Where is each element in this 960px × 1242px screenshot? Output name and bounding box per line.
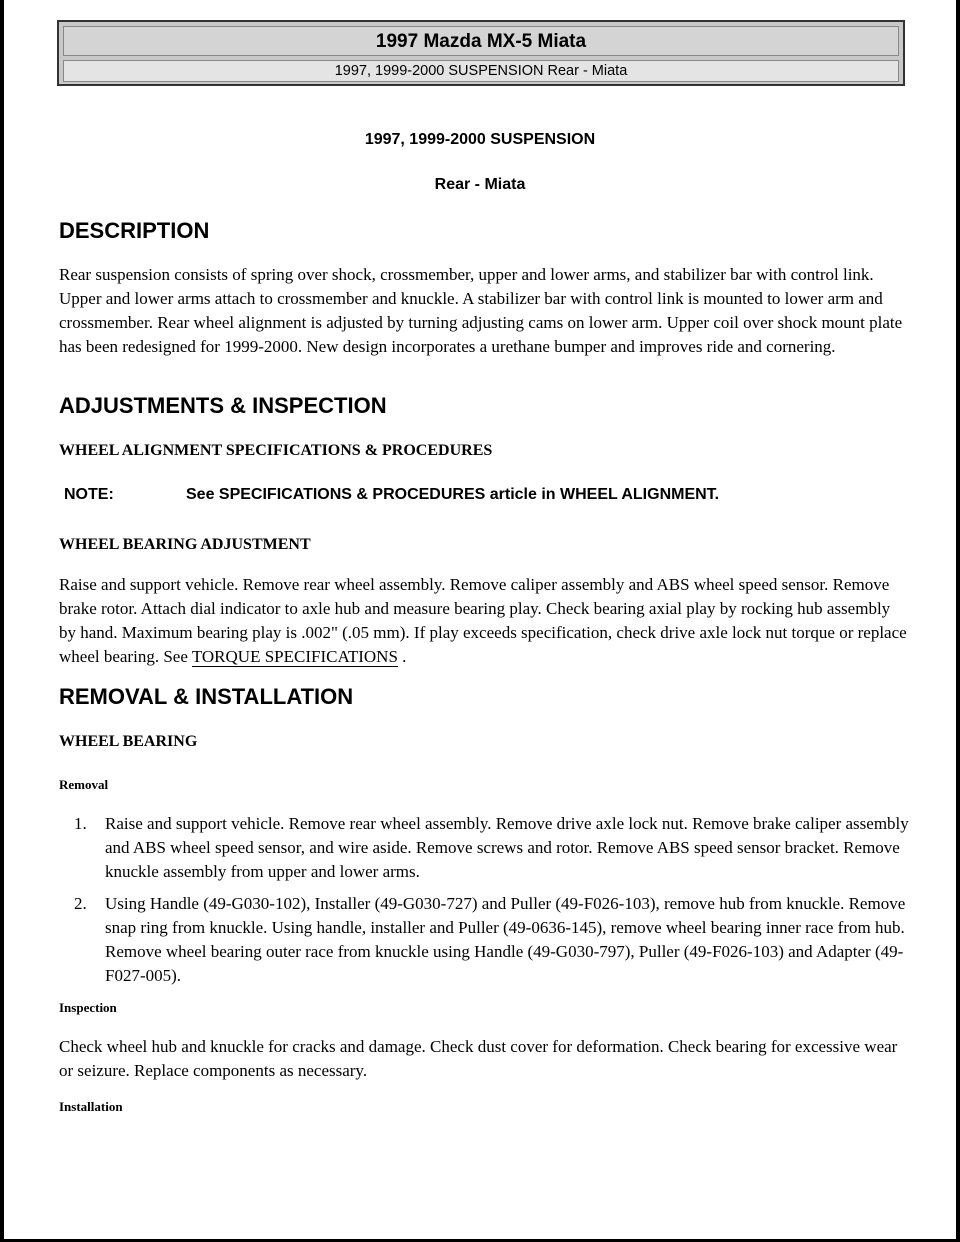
note-text: See SPECIFICATIONS & PROCEDURES article in WHEEL ALIGNMENT.	[186, 486, 720, 503]
minor-heading-inspection: Inspection	[59, 1000, 117, 1015]
header-subtitle: 1997, 1999-2000 SUSPENSION Rear - Miata	[63, 60, 899, 82]
list-item	[59, 892, 909, 988]
bearing-adjustment-text: Raise and support vehicle. Remove rear wheel assembly. Remove caliper assembly and ABS wheel speed sensor. Remove brake rotor. Attach dial indicator to axle hub and measure bearing play. Check bearing axial play by rocking hub assembly by hand. Maximum bearing play is .002" (.05 mm). If play exceeds specification, check drive axle lock nut torque or replace wheel bearing. See	[59, 575, 907, 666]
removal-steps-list	[59, 812, 909, 996]
section-heading-adjustments: ADJUSTMENTS & INSPECTION	[59, 393, 387, 418]
section-heading-description: DESCRIPTION	[59, 218, 210, 243]
step-number: 1.	[74, 814, 87, 833]
bearing-adjustment-tail: .	[397, 647, 407, 666]
subheading-wheel-bearing-adjustment: WHEEL BEARING ADJUSTMENT	[59, 536, 311, 553]
document-title: 1997, 1999-2000 SUSPENSION	[364, 131, 596, 148]
subheading-wheel-alignment: WHEEL ALIGNMENT SPECIFICATIONS & PROCEDURES	[59, 442, 493, 459]
subheading-wheel-bearing: WHEEL BEARING	[59, 733, 198, 750]
description-paragraph: Rear suspension consists of spring over shock, crossmember, upper and lower arms, and stabilizer bar with control link. Upper and lower arms attach to crossmember and knuckle. A stabilizer bar with control link is mounted to lower arm and crossmember. Rear wheel alignment is adjusted by turning adjusting cams on lower arm. Upper coil over shock mount plate has been redesigned for 1999-2000. New design incorporates a urethane bumper and improves ride and cornering.	[59, 265, 903, 356]
bearing-adjustment-paragraph	[59, 573, 909, 669]
step-number: 2.	[74, 894, 87, 913]
minor-heading-removal: Removal	[59, 777, 109, 792]
list-item	[59, 812, 909, 884]
note-label: NOTE:	[64, 486, 114, 503]
section-heading-removal-installation: REMOVAL & INSTALLATION	[59, 684, 354, 709]
note-box	[64, 486, 884, 504]
torque-specifications-link[interactable]: TORQUE SPECIFICATIONS	[191, 647, 398, 666]
step-text: Using Handle (49-G030-102), Installer (49-G030-727) and Puller (49-F026-103), remove hub from knuckle. Remove snap ring from knuckle. Using handle, installer and Puller (49-0636-145), remove wheel bearing inner race from hub. Remove wheel bearing outer race from knuckle using Handle (49-G030-797), Puller (49-F026-103) and Adapter (49-F027-005).	[105, 894, 906, 985]
document-subtitle: Rear - Miata	[434, 176, 526, 193]
step-text: Raise and support vehicle. Remove rear wheel assembly. Remove drive axle lock nut. Remove brake caliper assembly and ABS wheel speed sensor, and wire aside. Remove screws and rotor. Remove ABS speed sensor bracket. Remove knuckle assembly from upper and lower arms.	[105, 814, 909, 881]
header-title: 1997 Mazda MX-5 Miata	[63, 26, 899, 56]
minor-heading-installation: Installation	[59, 1099, 123, 1114]
page-header	[57, 20, 905, 86]
inspection-paragraph: Check wheel hub and knuckle for cracks and damage. Check dust cover for deformation. Check bearing for excessive wear or seizure. Replace components as necessary.	[59, 1037, 898, 1080]
